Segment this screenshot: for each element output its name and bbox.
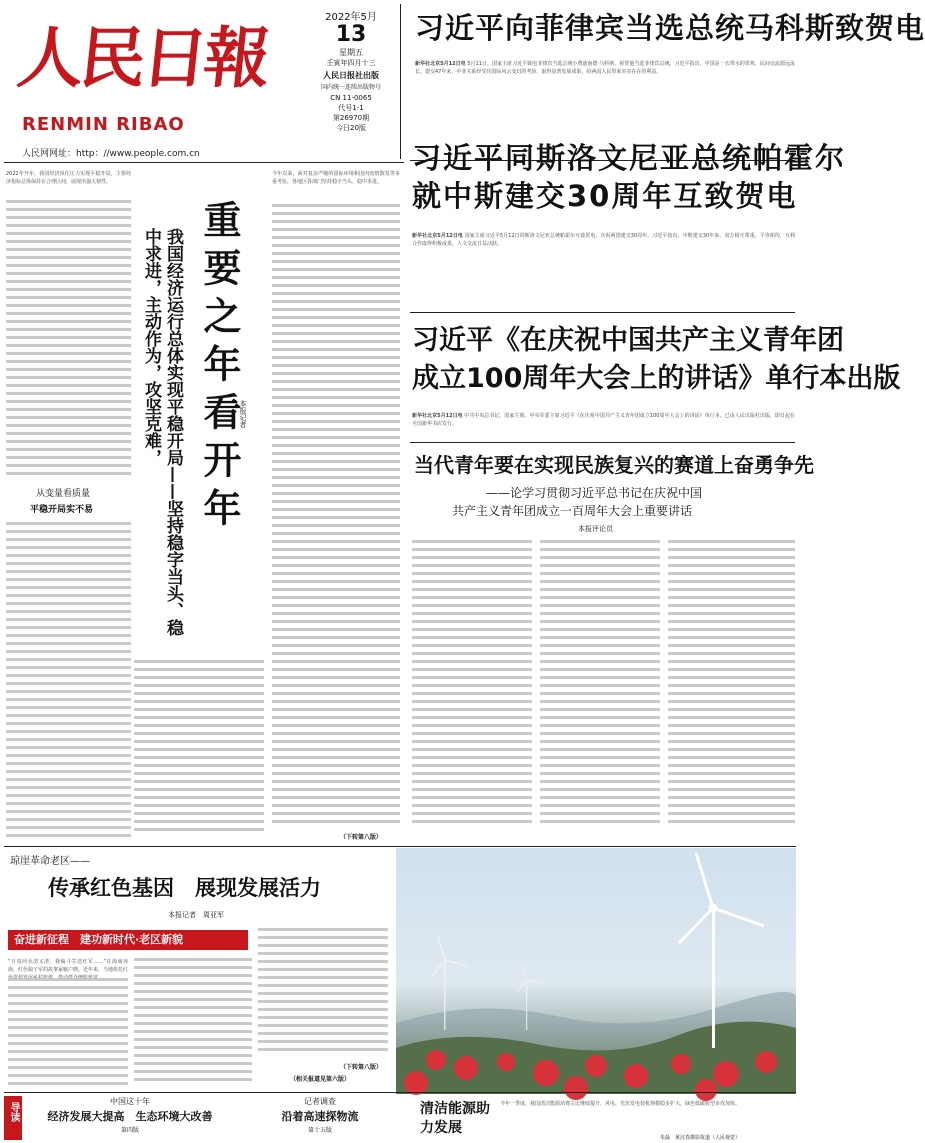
article4-body-col1 <box>412 540 532 832</box>
article1-body <box>415 60 795 118</box>
article4-body-col2 <box>540 540 660 832</box>
article6-headline[interactable]: 传承红色基因 展现发展活力 <box>48 875 321 900</box>
article5-lines-col2a <box>134 660 264 840</box>
issue-cn-number: CN 11-0065 <box>330 94 372 102</box>
article3-text: 中共中央总书记、国家主席、中央军委主席习近平《在庆祝中国共产主义青年团成立100周年大会上的讲话》单行本，已由人民出版社出版，即日起在全国新华书店发行。 <box>412 413 795 427</box>
masthead-website[interactable]: 人民网网址：http：//www.people.com.cn <box>22 149 200 159</box>
issue-pages: 今日20版 <box>336 124 366 132</box>
article1-headline[interactable]: 习近平向菲律宾当选总统马科斯致贺电 <box>415 11 925 45</box>
article3-headline-line2[interactable]: 成立100周年大会上的讲话》单行本出版 <box>412 363 901 394</box>
article1-dateline: 新华社北京5月12日电 <box>415 61 466 67</box>
article4-subtitle-line1: ——论学习贯彻习近平总书记在庆祝中国 <box>486 486 703 500</box>
photo-wind-turbines <box>396 848 796 1094</box>
article6-related[interactable]: （相关报道见第六版） <box>290 1076 351 1083</box>
article5-lines-col1b <box>6 522 131 842</box>
article3-dateline: 新华社北京5月12日电 <box>412 413 463 419</box>
issue-cn-label: 国内统一连续出版物号 <box>320 84 381 91</box>
article5-text1: 2022年开年，我国经济顶住压力实现平稳开局，主要经济指标总体保持在合理区间，展现出强大韧性。 <box>6 171 131 185</box>
article5-byline: 本报记者 <box>239 400 247 428</box>
article3-body <box>412 412 795 438</box>
guide-label-box <box>4 1096 22 1140</box>
issue-day: 13 <box>335 22 367 47</box>
photo-caption-title <box>420 1100 496 1138</box>
guide-item-2[interactable] <box>250 1096 390 1140</box>
masthead <box>0 0 400 160</box>
article5-body-col3 <box>272 170 400 200</box>
article6-banner <box>8 930 248 950</box>
guide-item-1[interactable] <box>30 1096 230 1140</box>
photo-caption-text <box>500 1100 795 1132</box>
guide-label: 导读 <box>8 1102 19 1122</box>
article6-series: 琼崖革命老区—— <box>10 856 90 867</box>
photo-caption-label: 清洁能源助力发展 <box>420 1101 490 1136</box>
article5-lines-col3 <box>272 204 400 829</box>
photo-credit: 朱磊 黄汉春摄影报道（人民视觉） <box>660 1135 741 1141</box>
guide-item-2-kicker: 记者调查 <box>304 1097 336 1106</box>
issue-edition: 人民日报社出版 <box>323 71 379 80</box>
article6-text: “万泉河水清又清，我编斗笠送红军……”在海南琼海，红色娘子军的故事家喻户晓。近年来，当地依托红 <box>8 959 129 973</box>
article5-text2: 今年以来，面对复杂严峻的国际环境和国内疫情散发等多重考验，各地区各部门坚持稳字当头、稳中求进。 <box>272 171 400 185</box>
article6-continued[interactable]: （下转第八版） <box>340 1064 383 1071</box>
article5-subtitle: 我国经济运行总体实现平稳开局——坚持稳字当头、稳中求进，主动作为，攻坚克难， <box>141 228 183 636</box>
article5-section1-title: 从变量看质量 <box>36 489 91 499</box>
issue-code: 代号1-1 <box>338 104 364 112</box>
issue-number: 第26970期 <box>332 114 370 122</box>
masthead-pinyin: RENMIN RIBAO <box>22 114 185 135</box>
article6-lines-col1 <box>8 978 128 1088</box>
photo-caption-body: 今年一季度，我国清洁能源消费占比继续提升，风电、光伏发电装机规模稳步扩大，绿色低碳转型步伐加快。 <box>500 1101 741 1107</box>
article5-section1-sub: 平稳开局实不易 <box>30 505 94 515</box>
article6-lines-col2 <box>134 958 252 1088</box>
guide-item-1-title[interactable]: 经济发展大提高 生态环境大改善 <box>47 1110 213 1123</box>
issue-date: 2022年5月 <box>325 12 377 23</box>
article2-body <box>412 232 795 310</box>
masthead-logo: 人民日報 <box>13 19 271 97</box>
guide-item-2-page[interactable]: 第十五版 <box>307 1127 332 1134</box>
issue-weekday: 星期五 <box>339 48 363 57</box>
article2-headline-line1[interactable]: 习近平同斯洛文尼亚总统帕霍尔 <box>412 141 847 175</box>
article5-continued[interactable]: （下转第八版） <box>340 834 383 841</box>
guide-item-2-title[interactable]: 沿着高速探物流 <box>281 1110 359 1123</box>
article4-byline: 本报评论员 <box>578 525 613 533</box>
photo-scene <box>396 848 796 1094</box>
article5-headline[interactable]: 重要之年看开年 <box>197 200 241 536</box>
issue-info-box <box>310 8 392 133</box>
article3-headline-line1[interactable]: 习近平《在庆祝中国共产主义青年团 <box>412 325 844 356</box>
issue-lunar: 壬寅年四月十三 <box>326 59 376 67</box>
article5-lines-col1 <box>6 200 131 480</box>
article2-headline-line2[interactable]: 就中斯建交30周年互致贺电 <box>412 179 798 213</box>
article6-banner-label: 奋进新征程 建功新时代·老区新貌 <box>14 933 184 946</box>
article6-lines-col3 <box>258 928 388 1058</box>
article2-text: 国家主席习近平5月12日同斯洛文尼亚总统帕霍尔互致贺电，庆祝两国建交30周年。习近平指出，中斯建交30年来，双方相互尊重、平等相待，互利合作取得积极成果，人文交流日益活跃。 <box>412 233 795 247</box>
article1-text: 5月11日，国家主席习近平致电菲律宾当选总统小费迪南德·马科斯，祝贺他当选菲律宾总统。习近平指出，中国是一衣带水的邻邦，民间交流源远流长。建交47年来，中菲关系经受住国际风云变幻的考验，取得显著发展成果，给两国人民带来实实在在的利益。 <box>415 61 796 75</box>
masthead-divider <box>400 4 401 159</box>
guide-item-1-page[interactable]: 第四版 <box>120 1127 139 1134</box>
article6-body <box>8 958 128 974</box>
guide-item-1-kicker: 中国这十年 <box>110 1097 150 1106</box>
article4-headline[interactable]: 当代青年要在实现民族复兴的赛道上奋勇争先 <box>414 453 814 477</box>
article2-dateline: 新华社北京5月12日电 <box>412 233 463 239</box>
article6-byline: 本报记者 周亚军 <box>168 911 224 919</box>
article4-body-col3 <box>668 540 795 832</box>
article4-subtitle-line2: 共产主义青年团成立一百周年大会上重要讲话 <box>452 504 693 518</box>
